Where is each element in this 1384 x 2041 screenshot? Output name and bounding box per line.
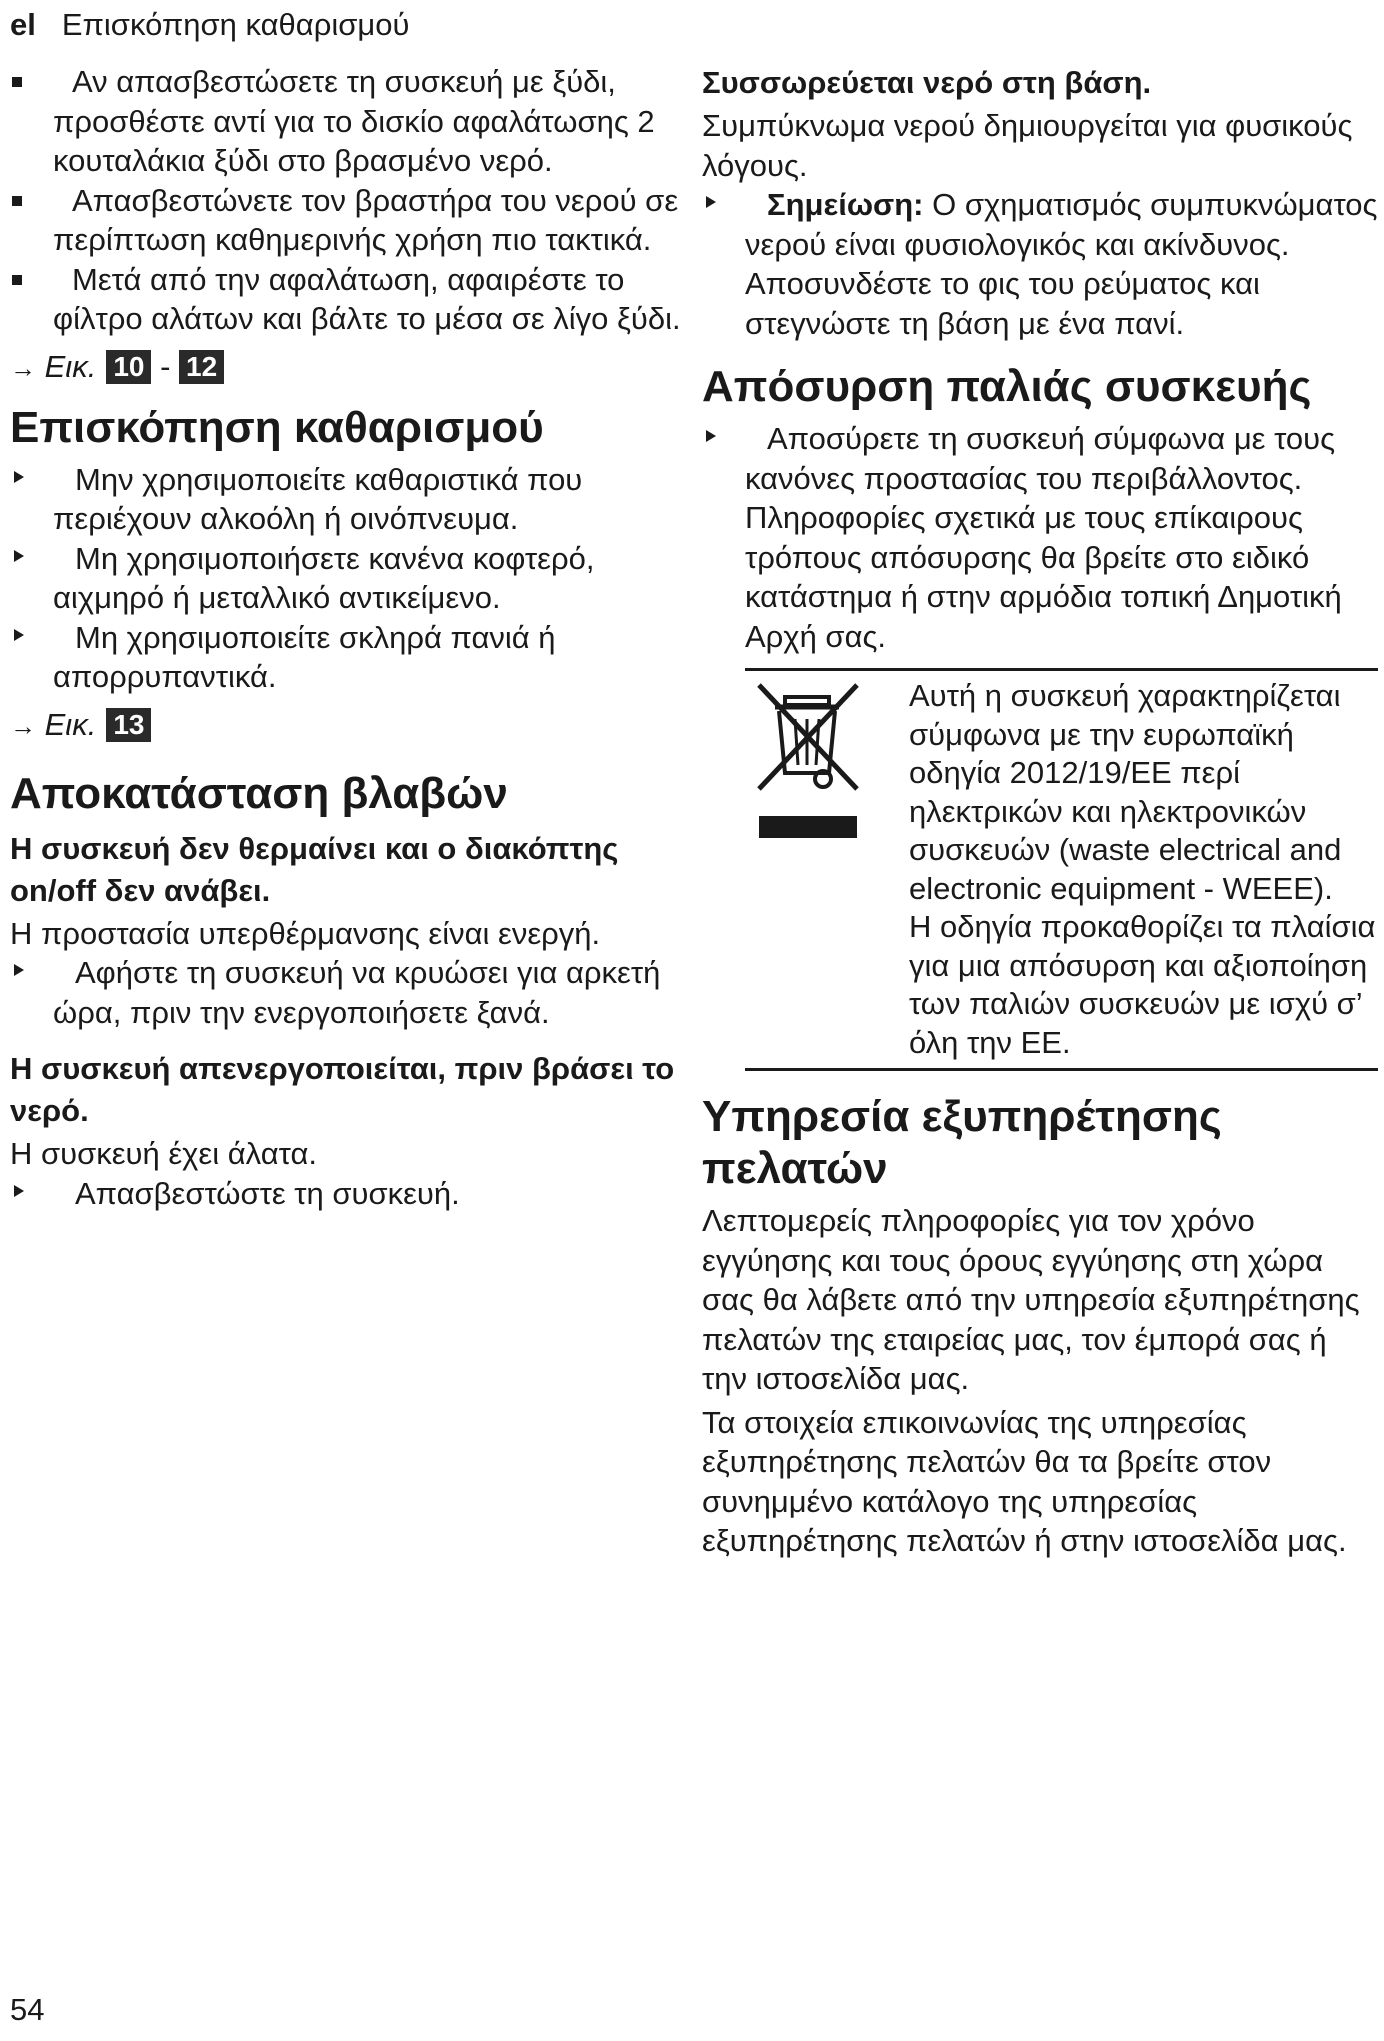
fault-action: Απασβεστώστε τη συσκευή. xyxy=(10,1174,690,1214)
triangle-bullet-icon xyxy=(14,629,24,641)
fault-title: Η συσκευή απενεργοποιείται, πριν βράσει το νερό. xyxy=(10,1051,675,1128)
section-heading-disposal: Απόσυρση παλιάς συσκευής xyxy=(702,362,1312,411)
fault-title: Συσσωρεύεται νερό στη βάση. xyxy=(702,65,1152,100)
square-bullet-icon xyxy=(12,196,22,206)
list-item: Αν απασβεστώσετε τη συσκευή με ξύδι, προσθέστε αντί για το δισκίο αφαλάτωσης 2 κουταλάκια ξύδι στο βρασμένο νερό. xyxy=(10,62,690,181)
figure-reference xyxy=(10,705,690,746)
crossed-out-wheeled-bin-icon xyxy=(753,681,863,841)
weee-notice xyxy=(745,668,1378,1071)
triangle-bullet-icon xyxy=(14,550,24,562)
disposal-info: Πληροφορίες σχετικά με τους επίκαιρους τρόπους απόσυρσης θα βρείτε στο ειδικό κατάστημα ή στην αρμόδια τοπική Δημοτική Αρχή σας. xyxy=(745,500,1342,654)
service-paragraph: Λεπτομερείς πληροφορίες για τον χρόνο εγγύησης και τους όρους εγγύησης στη χώρα σας θα λάβετε από την υπηρεσία εξυπηρέτησης πελατών της εταιρείας μας, τον έμπορά σας ή την ιστοσελίδα μας. xyxy=(702,1203,1360,1396)
note-text: Ο σχηματισμός συμπυκνώματος νερού είναι φυσιολογικός και ακίνδυνος. xyxy=(745,187,1378,262)
running-header xyxy=(10,4,409,46)
list-item: Μη χρησιμοποιείτε σκληρά πανιά ή απορρυπαντικά. xyxy=(10,618,690,697)
figure-number-badge: 13 xyxy=(106,708,151,742)
fault-cause: Η συσκευή έχει άλατα. xyxy=(10,1136,317,1171)
section-heading-troubleshooting: Αποκατάσταση βλαβών xyxy=(10,768,508,818)
language-code: el xyxy=(10,7,36,42)
left-column xyxy=(10,62,690,1213)
right-column xyxy=(702,62,1378,1561)
arrow-right-icon: → xyxy=(10,710,36,741)
fault-title: Η συσκευή δεν θερμαίνει και ο διακόπτης on/off δεν ανάβει. xyxy=(10,830,619,908)
list-item: Μην χρησιμοποιείτε καθαριστικά που περιέχουν αλκοόλη ή οινόπνευμα. xyxy=(10,460,690,539)
section-heading-cleaning: Επισκόπηση καθαρισμού xyxy=(10,402,544,452)
square-bullet-icon xyxy=(12,275,22,285)
running-header-title: Επισκόπηση καθαρισμού xyxy=(61,7,410,42)
figure-label: Εικ. xyxy=(44,706,97,742)
triangle-bullet-icon xyxy=(14,471,24,483)
weee-framework-text: Η οδηγία προκαθορίζει τα πλαίσια για μια απόσυρση και αξιοποίηση των παλιών συσκευών με ισχύ σ’ όλη την ΕΕ. xyxy=(909,909,1376,1060)
section-heading-customer-service: Υπηρεσία εξυπηρέτησης πελατών xyxy=(702,1092,1222,1193)
triangle-bullet-icon xyxy=(14,964,24,976)
fault-cause: Η προστασία υπερθέρμανσης είναι ενεργή. xyxy=(10,915,601,951)
triangle-bullet-icon xyxy=(14,1185,24,1197)
triangle-bullet-icon xyxy=(706,430,716,442)
square-bullet-icon xyxy=(12,77,22,87)
list-item: Μη χρησιμοποιήσετε κανένα κοφτερό, αιχμηρό ή μεταλλικό αντικείμενο. xyxy=(10,539,690,618)
figure-number-badge: 10 xyxy=(106,350,151,384)
fault-action: Αφήστε τη συσκευή να κρυώσει για αρκετή ώρα, πριν την ενεργοποιήσετε ξανά. xyxy=(10,953,690,1032)
fault-note xyxy=(702,185,1378,264)
figure-number-badge: 12 xyxy=(179,350,224,384)
arrow-right-icon: → xyxy=(10,352,36,383)
figure-range-separator: - xyxy=(160,348,171,384)
fault-action: Αποσυνδέστε το φις του ρεύματος και στεγνώστε τη βάση με ένα πανί. xyxy=(745,266,1260,341)
page-number: 54 xyxy=(10,1992,45,2027)
fault-cause: Συμπύκνωμα νερού δημιουργείται για φυσικούς λόγους. xyxy=(702,108,1353,183)
figure-label: Εικ. xyxy=(44,348,97,384)
list-item: Μετά από την αφαλάτωση, αφαιρέστε το φίλτρο αλάτων και βάλτε το μέσα σε λίγο ξύδι. xyxy=(10,260,690,339)
list-item: Αποσύρετε τη συσκευή σύμφωνα με τους κανόνες προστασίας του περιβάλλοντος. xyxy=(702,419,1378,498)
note-label: Σημείωση: xyxy=(767,187,924,222)
list-item: Απασβεστώνετε τον βραστήρα του νερού σε περίπτωση καθημερινής χρήση πιο τακτικά. xyxy=(10,181,690,260)
triangle-bullet-icon xyxy=(706,196,716,208)
weee-directive-text: Αυτή η συσκευή χαρακτηρίζεται σύμφωνα με την ευρωπαϊκή οδηγία 2012/19/ΕΕ περί ηλεκτρικών και ηλεκτρονικών συσκευών (waste electrical and electronic equipment - WEEE). xyxy=(909,678,1342,906)
service-paragraph: Τα στοιχεία επικοινωνίας της υπηρεσίας εξυπηρέτησης πελατών θα τα βρείτε στον συνημμένο κατάλογο της υπηρεσίας εξυπηρέτησης πελατών ή στην ιστοσελίδα μας. xyxy=(702,1404,1347,1558)
figure-reference xyxy=(10,347,690,388)
